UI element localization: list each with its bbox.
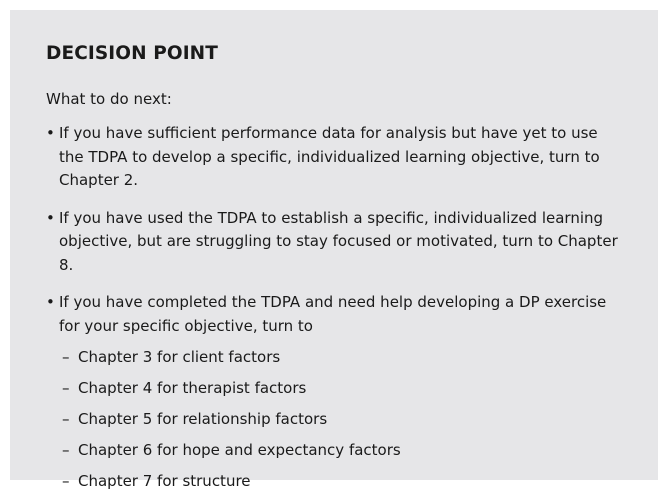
- chapter-sub-list: [59, 346, 622, 492]
- bullet-item: [46, 122, 622, 193]
- dash-icon: –: [62, 472, 70, 490]
- sub-list-item: [59, 408, 622, 430]
- dash-icon: –: [62, 379, 70, 397]
- dash-icon: –: [62, 348, 70, 366]
- decision-point-box: [10, 10, 658, 490]
- sub-item-text: Chapter 5 for relationship factors: [78, 410, 328, 428]
- intro-text: What to do next:: [46, 90, 172, 108]
- sub-list-item: [59, 439, 622, 461]
- sub-item-text: Chapter 6 for hope and expectancy factors: [78, 441, 401, 459]
- box-title: DECISION POINT: [46, 43, 218, 64]
- sub-item-text: Chapter 3 for client factors: [78, 348, 281, 366]
- sub-item-text: Chapter 4 for therapist factors: [78, 379, 307, 397]
- sub-list-item: [59, 346, 622, 368]
- sub-item-text: Chapter 7 for structure: [78, 472, 251, 490]
- dash-icon: –: [62, 441, 70, 459]
- bullet-icon: •: [46, 293, 55, 311]
- bullet-text: If you have completed the TDPA and need help developing a DP exercise for your specific objective, turn to: [59, 293, 607, 335]
- bullet-text: If you have sufficient performance data for analysis but have yet to use the TDPA to develop a specific, individualized learning objective, turn to Chapter 2.: [59, 124, 600, 189]
- bullet-icon: •: [46, 208, 55, 227]
- bullet-text: If you have used the TDPA to establish a specific, individualized learning objective, but are struggling to stay focused or motivated, turn to Chapter 8.: [59, 208, 618, 274]
- bullet-list: [46, 122, 622, 492]
- sub-list-item: [59, 470, 622, 492]
- bullet-item: [46, 207, 622, 278]
- sub-list-item: [59, 377, 622, 399]
- dash-icon: –: [62, 410, 70, 428]
- bullet-item: [46, 291, 622, 492]
- bullet-icon: •: [46, 124, 55, 142]
